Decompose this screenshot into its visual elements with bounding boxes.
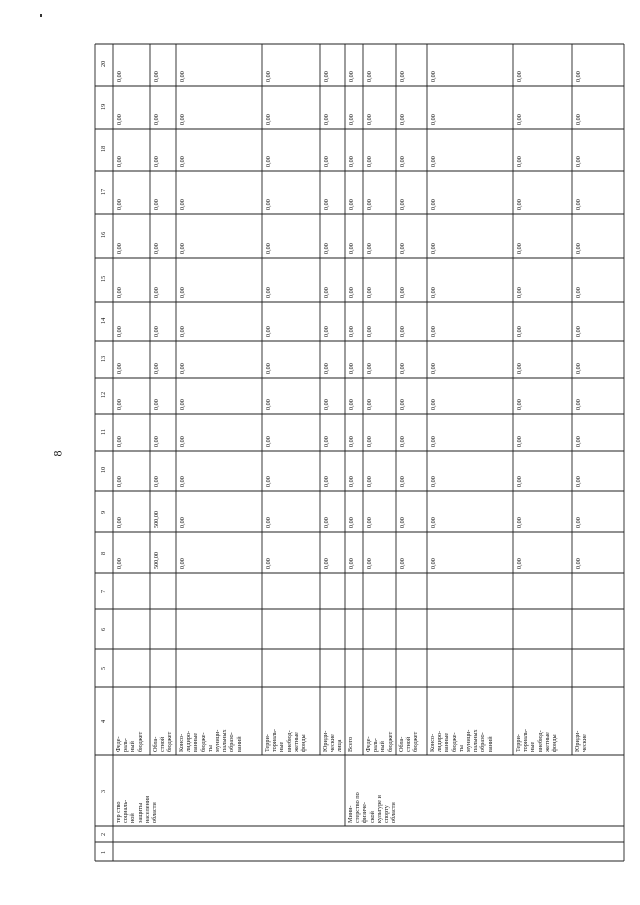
value-cell: 0,00: [116, 243, 123, 254]
value-cell: 0,00: [348, 476, 355, 487]
value-cell: 0,00: [575, 399, 582, 410]
value-cell: 0,00: [366, 399, 373, 410]
value-cell: 0,00: [399, 243, 406, 254]
funding-source-cell: Терри- ториаль- ные внебюд- жетные фонды: [264, 729, 308, 752]
funding-source-cell: Обла- стной бюджет: [152, 731, 174, 752]
value-cell: 0,00: [116, 114, 123, 125]
value-cell: 0,00: [348, 363, 355, 374]
value-cell: 0,00: [575, 243, 582, 254]
agency-cell: тер ство социаль- ной защиты населения области: [115, 796, 159, 823]
value-cell: 0,00: [116, 436, 123, 447]
value-cell: 0,00: [153, 156, 160, 167]
value-cell: 0,00: [179, 326, 186, 337]
value-cell: 0,00: [399, 156, 406, 167]
column-header: 4: [100, 719, 107, 723]
column-header: 8: [100, 551, 107, 555]
value-cell: 0,00: [516, 517, 523, 528]
funding-source-cell: Юриди- ческие: [574, 730, 589, 752]
value-cell: 0,00: [323, 156, 330, 167]
value-cell: 0,00: [348, 156, 355, 167]
value-cell: 0,00: [348, 558, 355, 569]
column-header: 1: [100, 850, 107, 854]
value-cell: 0,00: [265, 436, 272, 447]
value-cell: 0,00: [430, 326, 437, 337]
value-cell: 0,00: [516, 156, 523, 167]
value-cell: 0,00: [323, 326, 330, 337]
value-cell: 0,00: [366, 156, 373, 167]
value-cell: 0,00: [430, 243, 437, 254]
value-cell: 0,00: [179, 199, 186, 210]
value-cell: 0,00: [153, 476, 160, 487]
value-cell: 0,00: [348, 399, 355, 410]
value-cell: 0,00: [265, 517, 272, 528]
column-header: 5: [100, 666, 107, 670]
column-header: 7: [100, 589, 107, 593]
value-cell: 0,00: [399, 558, 406, 569]
value-cell: 0,00: [575, 71, 582, 82]
value-cell: 500,00: [153, 551, 160, 569]
value-cell: 0,00: [348, 243, 355, 254]
value-cell: 0,00: [399, 476, 406, 487]
value-cell: 0,00: [153, 243, 160, 254]
value-cell: 0,00: [366, 287, 373, 298]
value-cell: 0,00: [116, 476, 123, 487]
value-cell: 0,00: [430, 517, 437, 528]
value-cell: 0,00: [116, 363, 123, 374]
value-cell: 0,00: [179, 399, 186, 410]
value-cell: 0,00: [323, 436, 330, 447]
value-cell: 0,00: [516, 326, 523, 337]
value-cell: 0,00: [430, 363, 437, 374]
value-cell: 0,00: [575, 156, 582, 167]
value-cell: 0,00: [430, 114, 437, 125]
value-cell: 0,00: [575, 326, 582, 337]
funding-source-cell: Консо- лидиро- ванные бюдже- ты муници- пальных образо- ваний: [429, 729, 494, 752]
column-header: 12: [100, 391, 107, 398]
value-cell: 0,00: [179, 114, 186, 125]
value-cell: 0,00: [516, 114, 523, 125]
value-cell: 0,00: [516, 558, 523, 569]
value-cell: 0,00: [265, 71, 272, 82]
value-cell: 0,00: [348, 71, 355, 82]
value-cell: 0,00: [116, 399, 123, 410]
value-cell: 0,00: [516, 199, 523, 210]
value-cell: 0,00: [575, 558, 582, 569]
value-cell: 0,00: [399, 363, 406, 374]
value-cell: 0,00: [153, 363, 160, 374]
value-cell: 0,00: [366, 436, 373, 447]
value-cell: 0,00: [179, 517, 186, 528]
column-header: 18: [100, 145, 107, 152]
column-header: 3: [100, 789, 107, 793]
value-cell: 0,00: [265, 399, 272, 410]
column-header: 11: [100, 428, 107, 435]
value-cell: 0,00: [323, 199, 330, 210]
value-cell: 0,00: [399, 326, 406, 337]
funding-source-cell: Терри- ториаль- ные внебюд- жетные фонды: [515, 729, 559, 752]
value-cell: 0,00: [116, 287, 123, 298]
value-cell: 0,00: [575, 476, 582, 487]
value-cell: 0,00: [348, 517, 355, 528]
value-cell: 0,00: [430, 156, 437, 167]
value-cell: 0,00: [366, 476, 373, 487]
funding-source-cell: Феде- раль- ный бюджет: [365, 731, 394, 752]
column-header: 20: [100, 60, 107, 67]
value-cell: 0,00: [153, 326, 160, 337]
value-cell: 0,00: [516, 476, 523, 487]
value-cell: 0,00: [575, 517, 582, 528]
column-header: 16: [100, 231, 107, 238]
column-header: 14: [100, 317, 107, 324]
value-cell: 0,00: [153, 436, 160, 447]
value-cell: 0,00: [399, 287, 406, 298]
value-cell: 0,00: [575, 199, 582, 210]
value-cell: 0,00: [265, 326, 272, 337]
value-cell: 0,00: [348, 199, 355, 210]
value-cell: 0,00: [153, 399, 160, 410]
value-cell: 0,00: [153, 287, 160, 298]
column-header: 2: [100, 832, 107, 836]
value-cell: 0,00: [516, 399, 523, 410]
value-cell: 0,00: [348, 114, 355, 125]
value-cell: 0,00: [516, 363, 523, 374]
value-cell: 0,00: [399, 114, 406, 125]
value-cell: 0,00: [323, 287, 330, 298]
funding-source-cell: Юриди- ческие лица: [322, 730, 344, 752]
value-cell: 0,00: [366, 517, 373, 528]
value-cell: 0,00: [179, 243, 186, 254]
value-cell: 0,00: [430, 199, 437, 210]
value-cell: 0,00: [265, 199, 272, 210]
value-cell: 0,00: [399, 71, 406, 82]
value-cell: 0,00: [323, 114, 330, 125]
value-cell: 0,00: [116, 156, 123, 167]
value-cell: 0,00: [516, 436, 523, 447]
value-cell: 0,00: [116, 71, 123, 82]
value-cell: 0,00: [265, 363, 272, 374]
value-cell: 0,00: [265, 243, 272, 254]
column-header: 6: [100, 627, 107, 631]
value-cell: 0,00: [153, 114, 160, 125]
value-cell: 0,00: [179, 71, 186, 82]
value-cell: 0,00: [323, 517, 330, 528]
value-cell: 0,00: [430, 436, 437, 447]
value-cell: 0,00: [116, 326, 123, 337]
value-cell: 0,00: [366, 558, 373, 569]
value-cell: 0,00: [348, 326, 355, 337]
value-cell: 0,00: [323, 243, 330, 254]
funding-source-cell: Феде- раль- ный бюджет: [115, 731, 144, 752]
value-cell: 0,00: [265, 156, 272, 167]
value-cell: 0,00: [179, 558, 186, 569]
column-header: 15: [100, 275, 107, 282]
page-number: 8: [50, 450, 65, 457]
value-cell: 0,00: [265, 476, 272, 487]
value-cell: 0,00: [323, 558, 330, 569]
value-cell: 0,00: [179, 476, 186, 487]
value-cell: 0,00: [323, 363, 330, 374]
value-cell: 0,00: [430, 399, 437, 410]
value-cell: 0,00: [399, 399, 406, 410]
value-cell: 0,00: [179, 156, 186, 167]
value-cell: 0,00: [575, 114, 582, 125]
value-cell: 0,00: [430, 558, 437, 569]
value-cell: 0,00: [430, 476, 437, 487]
value-cell: 0,00: [399, 436, 406, 447]
value-cell: 0,00: [575, 287, 582, 298]
value-cell: 0,00: [575, 363, 582, 374]
value-cell: 0,00: [348, 436, 355, 447]
value-cell: 0,00: [430, 287, 437, 298]
value-cell: 0,00: [348, 287, 355, 298]
column-header: 13: [100, 355, 107, 362]
value-cell: 500,00: [153, 510, 160, 528]
value-cell: 0,00: [153, 71, 160, 82]
value-cell: 0,00: [179, 436, 186, 447]
value-cell: 0,00: [265, 114, 272, 125]
value-cell: 0,00: [366, 199, 373, 210]
column-header: 10: [100, 466, 107, 473]
value-cell: 0,00: [116, 558, 123, 569]
value-cell: 0,00: [153, 199, 160, 210]
value-cell: 0,00: [366, 363, 373, 374]
value-cell: 0,00: [516, 243, 523, 254]
value-cell: 0,00: [116, 199, 123, 210]
value-cell: 0,00: [430, 71, 437, 82]
value-cell: 0,00: [323, 399, 330, 410]
funding-source-cell: Обла- стной бюджет: [398, 731, 420, 752]
column-header: 17: [100, 188, 107, 195]
value-cell: 0,00: [366, 243, 373, 254]
agency-cell: Мини- стерство по физиче- ской культуре и спорту области: [347, 792, 398, 823]
value-cell: 0,00: [179, 287, 186, 298]
value-cell: 0,00: [179, 363, 186, 374]
funding-source-cell: Консо- лидиро- ванные бюдже- ты муници- пальных образо- ваний: [178, 729, 243, 752]
value-cell: 0,00: [516, 287, 523, 298]
value-cell: 0,00: [323, 476, 330, 487]
value-cell: 0,00: [265, 558, 272, 569]
value-cell: 0,00: [399, 199, 406, 210]
value-cell: 0,00: [399, 517, 406, 528]
funding-source-cell: Всего: [347, 736, 354, 752]
value-cell: 0,00: [366, 71, 373, 82]
value-cell: 0,00: [265, 287, 272, 298]
value-cell: 0,00: [116, 517, 123, 528]
value-cell: 0,00: [516, 71, 523, 82]
column-header: 19: [100, 103, 107, 110]
value-cell: 0,00: [575, 436, 582, 447]
value-cell: 0,00: [366, 326, 373, 337]
value-cell: 0,00: [323, 71, 330, 82]
value-cell: 0,00: [366, 114, 373, 125]
column-header: 9: [100, 510, 107, 514]
